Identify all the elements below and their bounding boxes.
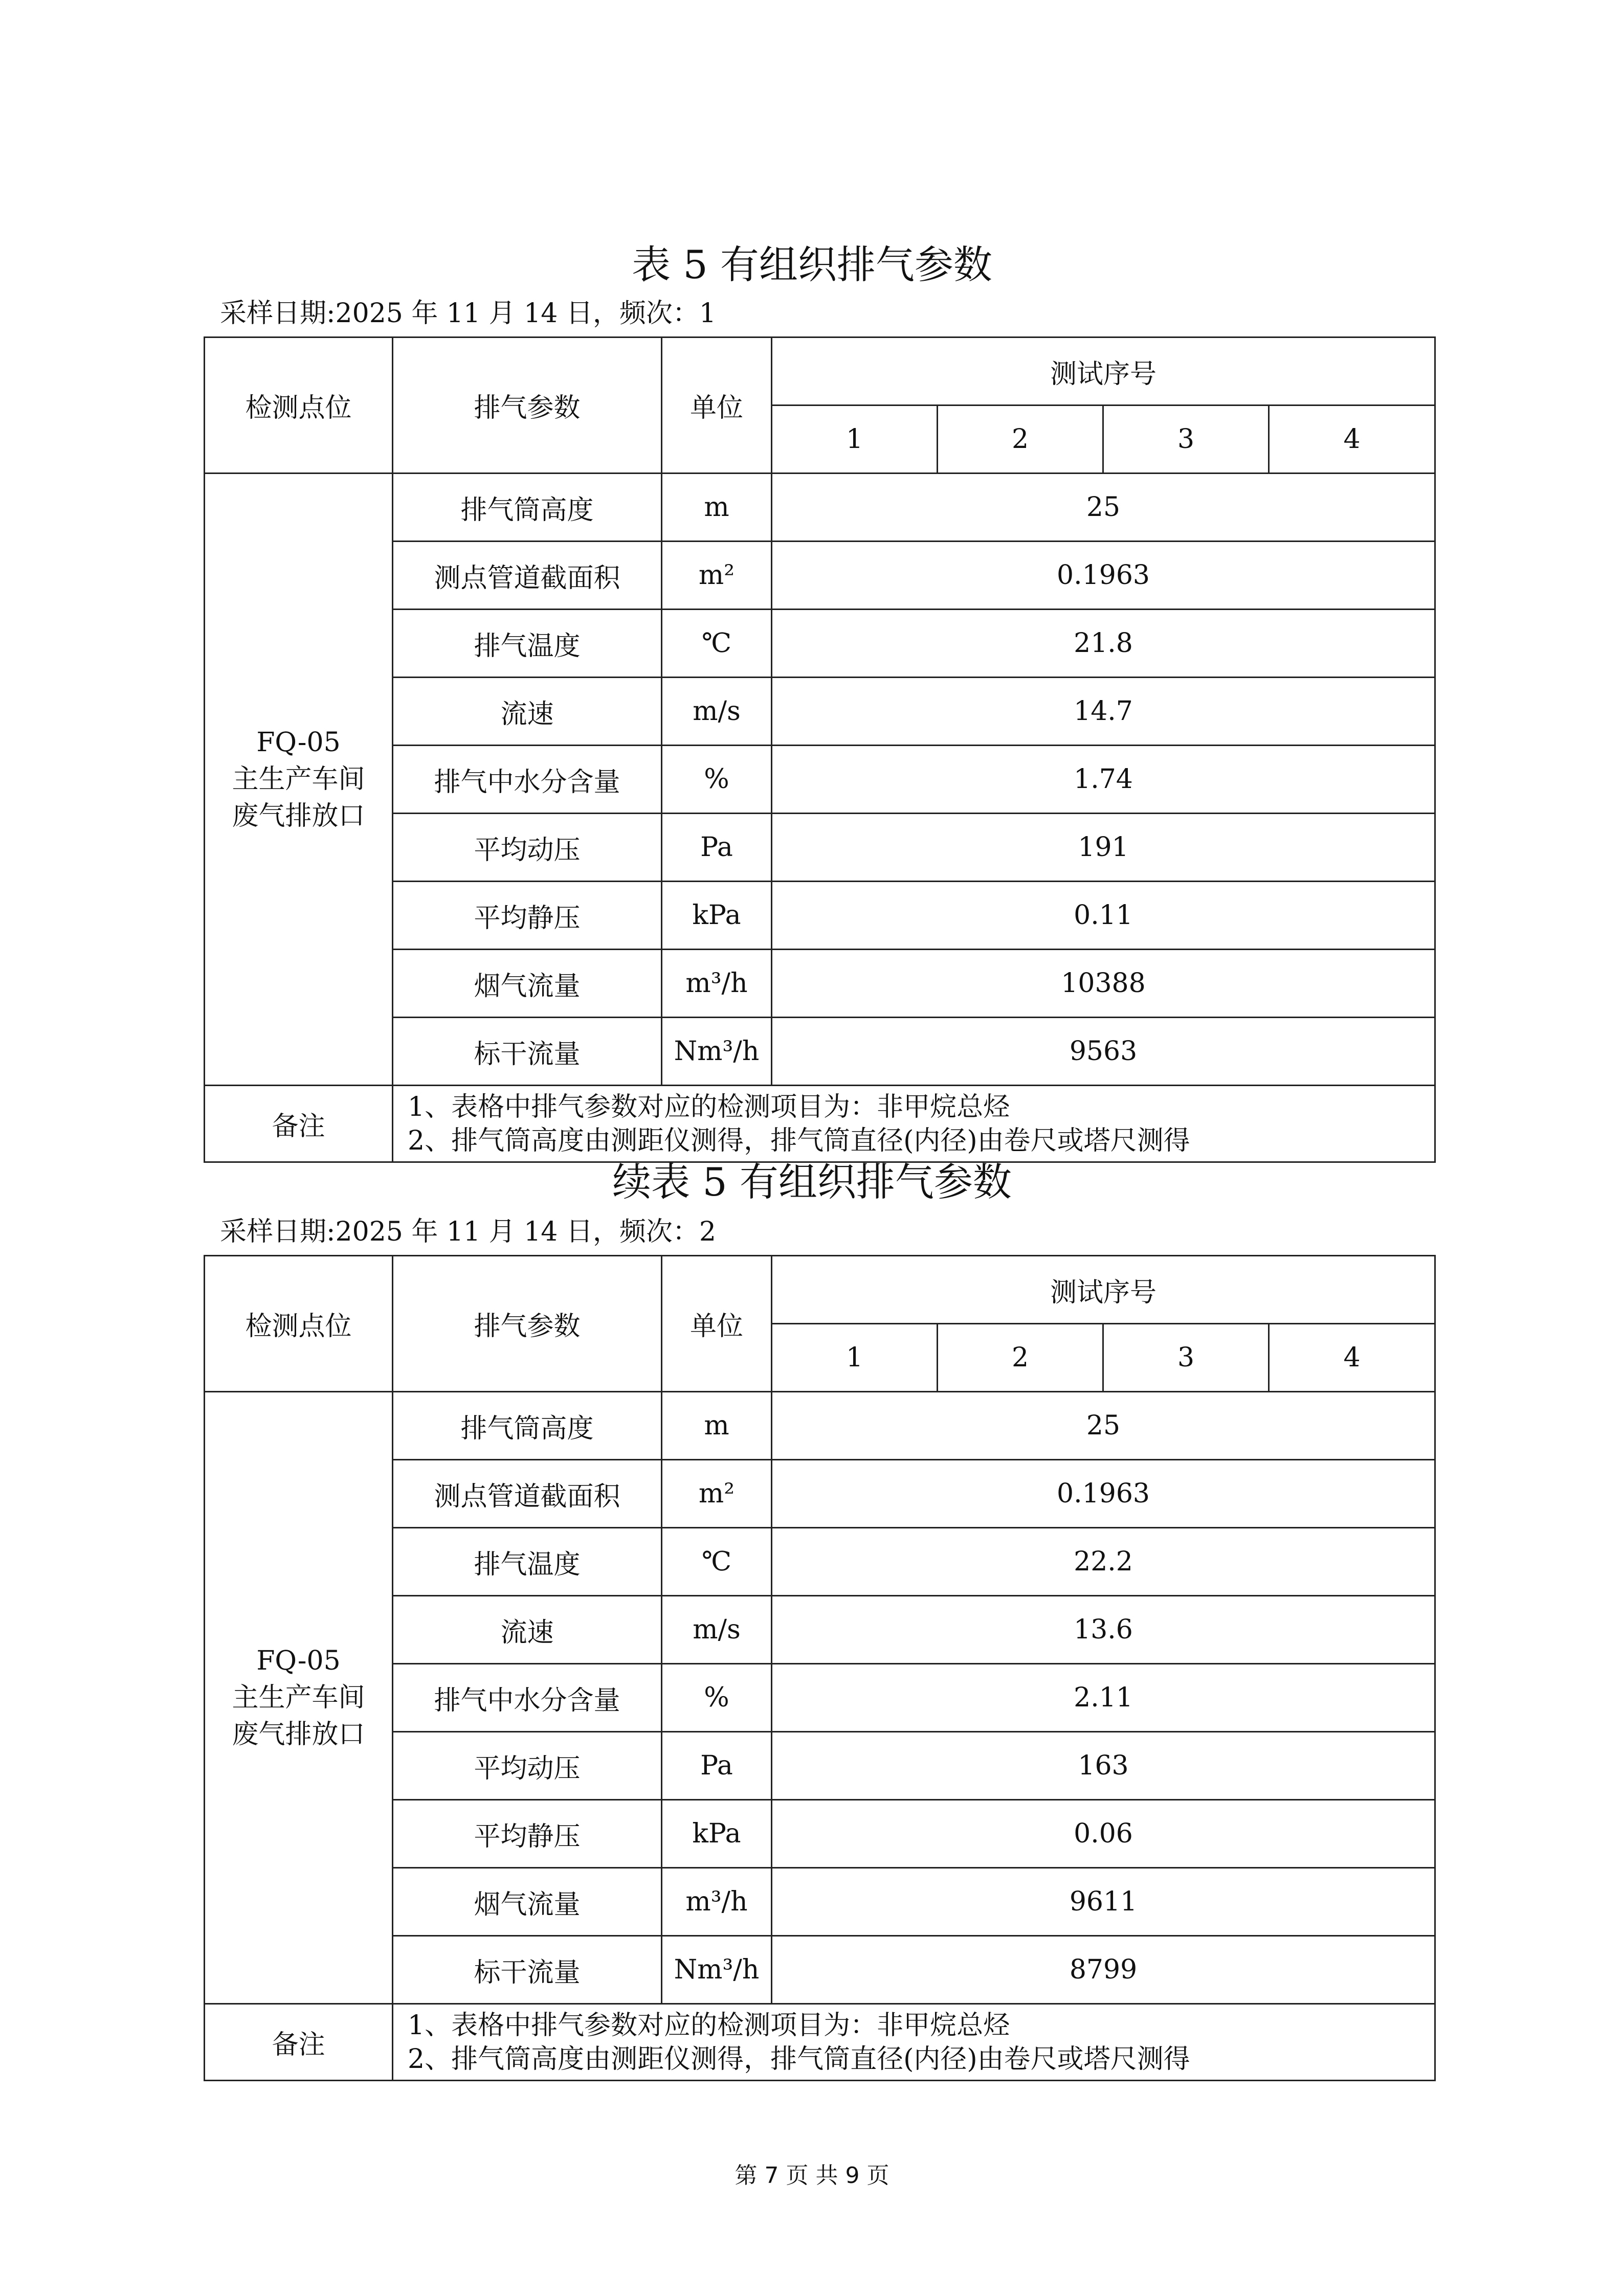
param-cell: 排气筒高度 [393,474,662,542]
page-footer: 第 7 页 共 9 页 [735,2163,889,2189]
header-test-seq: 测试序号 [772,337,1435,406]
value-cell: 0.11 [772,882,1435,950]
value-cell: 21.8 [772,610,1435,678]
site-line1: 主生产车间 [232,1682,365,1713]
header-test-seq: 测试序号 [772,1256,1435,1324]
param-cell: 烟气流量 [393,1868,662,1936]
seq-header: 2 [938,406,1103,474]
sampling-meta: 采样日期:2025 年 11 月 14 日，频次：1 [220,298,716,329]
seq-header: 1 [772,406,938,474]
seq-header: 3 [1103,1324,1269,1392]
site-code: FQ-05 [256,1646,341,1676]
exhaust-params-table [204,336,1436,1163]
remark-cell [393,2004,1435,2081]
param-cell: 测点管道截面积 [393,1460,662,1528]
header-row [205,337,1435,406]
param-cell: 标干流量 [393,1936,662,2004]
param-cell: 流速 [393,678,662,746]
param-cell: 平均静压 [393,882,662,950]
sampling-meta: 采样日期:2025 年 11 月 14 日，频次：2 [220,1217,716,1247]
header-param: 排气参数 [393,337,662,474]
value-cell: 0.1963 [772,542,1435,610]
remark-line: 2、排气筒高度由测距仪测得，排气筒直径(内径)由卷尺或塔尺测得 [408,2043,1190,2075]
param-cell: 排气温度 [393,1528,662,1596]
remark-line: 2、排气筒高度由测距仪测得，排气筒直径(内径)由卷尺或塔尺测得 [408,1125,1190,1156]
table-row [205,474,1435,542]
table-row [205,1392,1435,1460]
seq-header: 4 [1269,1324,1435,1392]
remark-line: 1、表格中排气参数对应的检测项目为：非甲烷总烃 [408,1091,1010,1122]
site-cell [205,1392,393,2004]
table-title: 表 5 有组织排气参数 [632,242,992,287]
unit-cell: m³/h [662,1868,772,1936]
remark-label: 备注 [205,1086,393,1162]
value-cell: 163 [772,1732,1435,1800]
unit-cell: ℃ [662,610,772,678]
unit-cell: m [662,474,772,542]
seq-header: 2 [938,1324,1103,1392]
param-cell: 烟气流量 [393,950,662,1018]
unit-cell: m/s [662,1596,772,1664]
value-cell: 9611 [772,1868,1435,1936]
param-cell: 流速 [393,1596,662,1664]
value-cell: 14.7 [772,678,1435,746]
unit-cell: % [662,1664,772,1732]
site-line2: 废气排放口 [232,1719,365,1750]
value-cell: 191 [772,814,1435,882]
remark-row [205,2004,1435,2081]
seq-header: 3 [1103,406,1269,474]
value-cell: 2.11 [772,1664,1435,1732]
site-line2: 废气排放口 [232,801,365,831]
unit-cell: kPa [662,882,772,950]
header-site: 检测点位 [205,337,393,474]
unit-cell: m³/h [662,950,772,1018]
value-cell: 25 [772,1392,1435,1460]
unit-cell: kPa [662,1800,772,1868]
remark-cell [393,1086,1435,1162]
param-cell: 排气中水分含量 [393,1664,662,1732]
unit-cell: m² [662,1460,772,1528]
value-cell: 9563 [772,1018,1435,1086]
value-cell: 10388 [772,950,1435,1018]
seq-header: 4 [1269,406,1435,474]
param-cell: 测点管道截面积 [393,542,662,610]
unit-cell: m [662,1392,772,1460]
header-row [205,1256,1435,1324]
site-line1: 主生产车间 [232,764,365,795]
value-cell: 0.06 [772,1800,1435,1868]
param-cell: 平均动压 [393,1732,662,1800]
header-unit: 单位 [662,1256,772,1392]
remark-line: 1、表格中排气参数对应的检测项目为：非甲烷总烃 [408,2010,1010,2041]
unit-cell: m/s [662,678,772,746]
remark-label: 备注 [205,2004,393,2081]
value-cell: 25 [772,474,1435,542]
param-cell: 排气中水分含量 [393,746,662,814]
header-site: 检测点位 [205,1256,393,1392]
unit-cell: m² [662,542,772,610]
unit-cell: Nm³/h [662,1018,772,1086]
value-cell: 8799 [772,1936,1435,2004]
unit-cell: Nm³/h [662,1936,772,2004]
header-unit: 单位 [662,337,772,474]
value-cell: 22.2 [772,1528,1435,1596]
exhaust-params-table [204,1255,1436,2081]
param-cell: 排气筒高度 [393,1392,662,1460]
table-title: 续表 5 有组织排气参数 [612,1159,1012,1205]
unit-cell: Pa [662,1732,772,1800]
value-cell: 13.6 [772,1596,1435,1664]
param-cell: 标干流量 [393,1018,662,1086]
unit-cell: % [662,746,772,814]
unit-cell: Pa [662,814,772,882]
param-cell: 平均静压 [393,1800,662,1868]
header-param: 排气参数 [393,1256,662,1392]
param-cell: 排气温度 [393,610,662,678]
remark-row [205,1086,1435,1162]
site-cell [205,474,393,1086]
param-cell: 平均动压 [393,814,662,882]
value-cell: 1.74 [772,746,1435,814]
value-cell: 0.1963 [772,1460,1435,1528]
seq-header: 1 [772,1324,938,1392]
site-code: FQ-05 [256,727,341,758]
unit-cell: ℃ [662,1528,772,1596]
